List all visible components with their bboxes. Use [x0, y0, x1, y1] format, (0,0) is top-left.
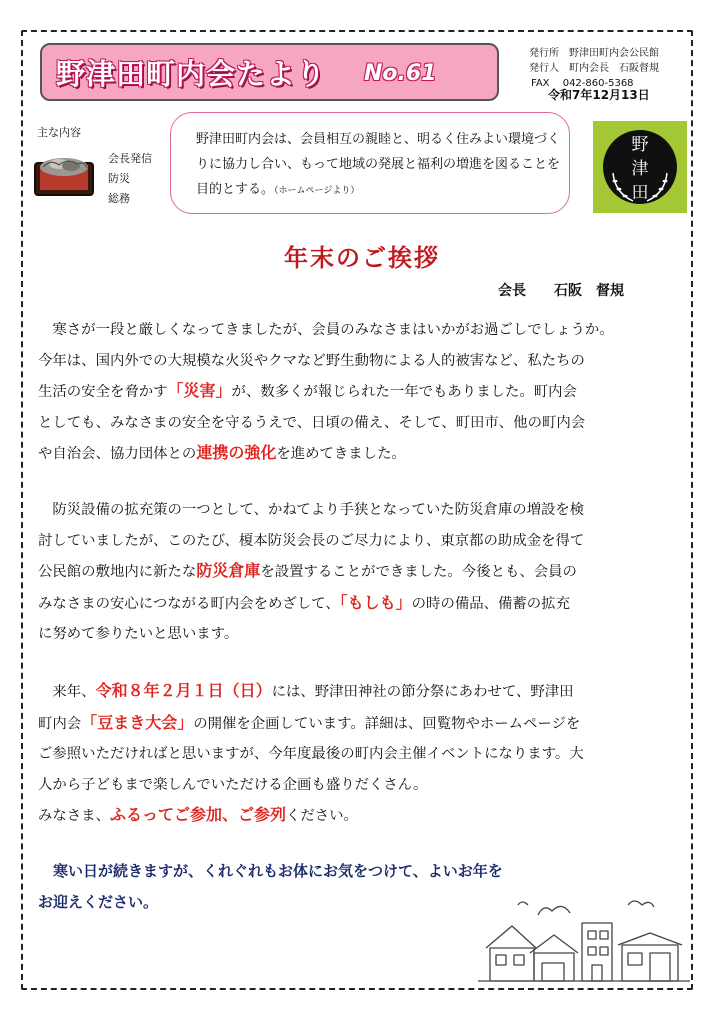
highlight-disaster: 「災害」 — [167, 381, 232, 400]
issue-number: No.61 — [364, 61, 437, 86]
contents-label: 主な内容 — [37, 126, 81, 139]
article-headline: 年末のご挨拶 — [284, 244, 440, 272]
text-run: を進めてきました。 — [276, 446, 406, 462]
publisher-line: 発行所 野津田町内会公民館 — [529, 48, 659, 59]
text-run: が、数多くが報じられた一年でもありました。町内会 としても、みなさまの安全を守るうえで、日頃の備え、そして、町田市、他の町内会 や自治会、協力団体との — [38, 384, 586, 462]
mission-source: （ホームページより） — [274, 186, 360, 196]
contents-item: 防災 — [108, 172, 130, 185]
emblem-char: 野 — [631, 135, 649, 155]
text-run: には、野津田神社の節分祭にあわせて、野津田 町内会 — [38, 684, 574, 732]
association-emblem — [593, 121, 687, 213]
newsletter-title: 野津田町内会たより — [56, 57, 327, 91]
text-run: ください。 — [285, 808, 358, 824]
article-author: 会長 石阪 督規 — [498, 283, 624, 299]
text-run: 防災設備の拡充策の一つとして、かねてより手狭となっていた防災倉庫の増設を検 討していましたが、このたび、榎本防災会長のご尽力により、東京都の助成金を得て 公民館の敷地内に新たな — [38, 502, 585, 580]
paragraph-3 — [38, 676, 690, 832]
issuer-line: 発行人 町内会長 石阪督規 — [529, 63, 659, 74]
highlight-event-name: 「豆まき大会」 — [81, 712, 194, 732]
highlight-event-date: 令和８年２月１日（日） — [95, 681, 272, 700]
storage-box-image — [33, 153, 95, 199]
text-run: 来年、 — [38, 684, 96, 700]
text-run: の時の備品、備蓄の拡充 に努めて参りたいと思います。 — [38, 595, 570, 642]
paragraph-1 — [38, 315, 690, 470]
highlight-cooperation: 連携の強化 — [196, 443, 277, 462]
text-run: の開催を企画しています。詳細は、回覧物やホームページを ご参照いただければと思いますが、今年度最後の町内会主催イベントになります。大 人から子どもまで楽しんでいただける企画も盛りだくさん。 みなさま、 — [38, 715, 584, 824]
emblem-char: 津 — [631, 159, 649, 179]
highlight-storage: 防災倉庫 — [196, 561, 261, 580]
closing-message: 寒い日が続きますが、くれぐれもお体にお気をつけて、よいお年を お迎えください。 — [38, 862, 503, 911]
issue-date: 令和7年12月13日 — [548, 88, 650, 102]
paragraph-2 — [38, 495, 690, 650]
contents-item: 会長発信 — [108, 152, 152, 165]
mission-text: 野津田町内会は、会員相互の親睦と、明るく住みよい環境づくりに協力し合い、もって地域の発展と福利の増進を図ることを目的とする。 — [196, 132, 561, 197]
fax-line: FAX 042-860-5368 — [531, 78, 634, 89]
text-run: を設置することができました。今後とも、会員の みなさまの安心につながる町内会をめざして、 — [38, 564, 577, 612]
text-run: 寒さが一段と厳しくなってきましたが、会員のみなさまはいかがお過ごしでしょうか。 今年は、国内外での大規模な火災やクマなど野生動物による人的被害など、私たちの 生活の安全を脅かす — [38, 322, 614, 400]
mission-statement — [196, 127, 566, 204]
contents-item: 総務 — [108, 192, 130, 205]
highlight-emergency: 「もしも」 — [339, 592, 412, 612]
highlight-participation: ふるってご参加、ご参列 — [109, 805, 286, 824]
houses-illustration — [478, 893, 690, 985]
emblem-char: 田 — [631, 183, 649, 203]
